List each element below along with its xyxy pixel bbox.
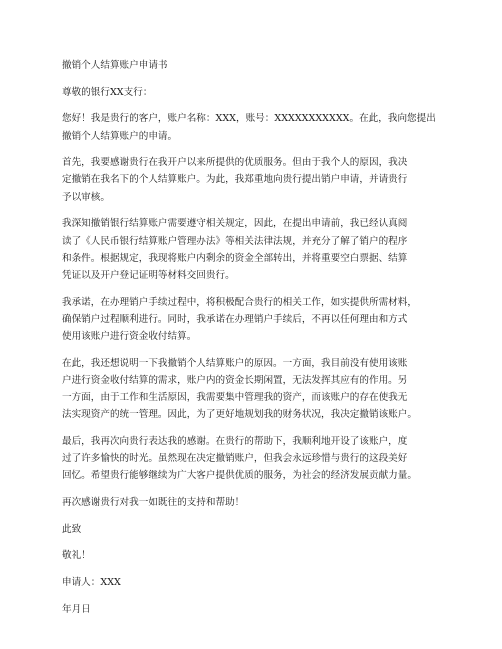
text-line: 年月日 bbox=[62, 603, 91, 615]
text-line: 首先，我要感谢贵行在我开户以来所提供的优质服务。但由于我个人的原因，我决 bbox=[62, 157, 408, 169]
text-line: 凭证以及开户登记证明等材料交回贵行。 bbox=[62, 269, 235, 281]
paragraph-explanation bbox=[62, 355, 458, 424]
paragraph-thanks bbox=[62, 433, 458, 485]
text-line: 此致 bbox=[62, 523, 82, 535]
document-title bbox=[62, 57, 458, 74]
closing-jingli bbox=[62, 547, 458, 564]
text-line: 法实现资产的统一管理。因此，为了更好地规划我的财务状况，我决定撤销该账户。 bbox=[62, 409, 417, 421]
text-line: 定撤销在我名下的个人结算账户。为此，我郑重地向贵行提出销户申请，并请贵行 bbox=[62, 174, 408, 186]
text-line: 使用该账户进行资金收付结算。 bbox=[62, 330, 197, 342]
closing-thanks bbox=[62, 494, 458, 511]
text-line: 最后，我再次向贵行表达我的感谢。在贵行的帮助下，我顺利地开设了该账户，度 bbox=[62, 435, 408, 447]
text-line: 读了《人民币银行结算账户管理办法》等相关法律法规，并充分了解了销户的程序 bbox=[62, 235, 408, 247]
opening-paragraph bbox=[62, 110, 458, 144]
text-line: 我承诺，在办理销户手续过程中，将积极配合贵行的相关工作，如实提供所需材料， bbox=[62, 296, 417, 308]
signature-date bbox=[62, 601, 458, 618]
text-line: 一方面，由于工作和生活原因，我需要集中管理我的资产，而该账户的存在使我无 bbox=[62, 392, 408, 403]
text-line: 在此，我还想说明一下我撤销个人结算账户的原因。一方面，我目前没有使用该账 bbox=[62, 357, 408, 369]
text-line: 确保销户过程顺利进行。同时，我承诺在办理销户手续后，不再以任何理由和方式 bbox=[62, 313, 408, 325]
paragraph-regulations bbox=[62, 215, 458, 284]
text-line: 和条件。根据规定，我现将账户内剩余的资金全部转出，并将重要空白票据、结算 bbox=[62, 252, 408, 264]
text-line: 过了许多愉快的时光。虽然现在决定撤销账户，但我会永远珍惜与贵行的这段美好 bbox=[62, 453, 408, 465]
text-line: 尊敬的银行XX支行： bbox=[62, 86, 153, 98]
text-line: 再次感谢贵行对我一如既往的支持和帮助！ bbox=[62, 496, 245, 508]
text-line: 撤销个人结算账户申请书 bbox=[62, 60, 168, 71]
closing-cizhi bbox=[62, 521, 458, 538]
text-line: 撤销个人结算账户的申请。 bbox=[62, 130, 178, 142]
text-line: 回忆。希望贵行能够继续为广大客户提供优质的服务，为社会的经济发展贡献力量。 bbox=[62, 470, 417, 482]
paragraph-reason bbox=[62, 154, 458, 206]
applicant-name bbox=[62, 574, 458, 591]
text-line: 予以审核。 bbox=[62, 191, 110, 203]
text-line: 我深知撤销银行结算账户需要遵守相关规定，因此，在提出申请前，我已经认真阅 bbox=[62, 218, 408, 230]
paragraph-commitment bbox=[62, 294, 458, 346]
salutation bbox=[62, 84, 458, 101]
text-line: 户进行资金收付结算的需求，账户内的资金长期闲置，无法发挥其应有的作用。另 bbox=[62, 374, 408, 386]
text-line: 您好！我是贵行的客户，账户名称：XXX，账号：XXXXXXXXXXX。在此，我向您提出 bbox=[62, 113, 436, 125]
text-line: 申请人：XXX bbox=[62, 577, 121, 588]
application-letter bbox=[62, 57, 458, 627]
text-line: 敬礼！ bbox=[62, 550, 91, 562]
